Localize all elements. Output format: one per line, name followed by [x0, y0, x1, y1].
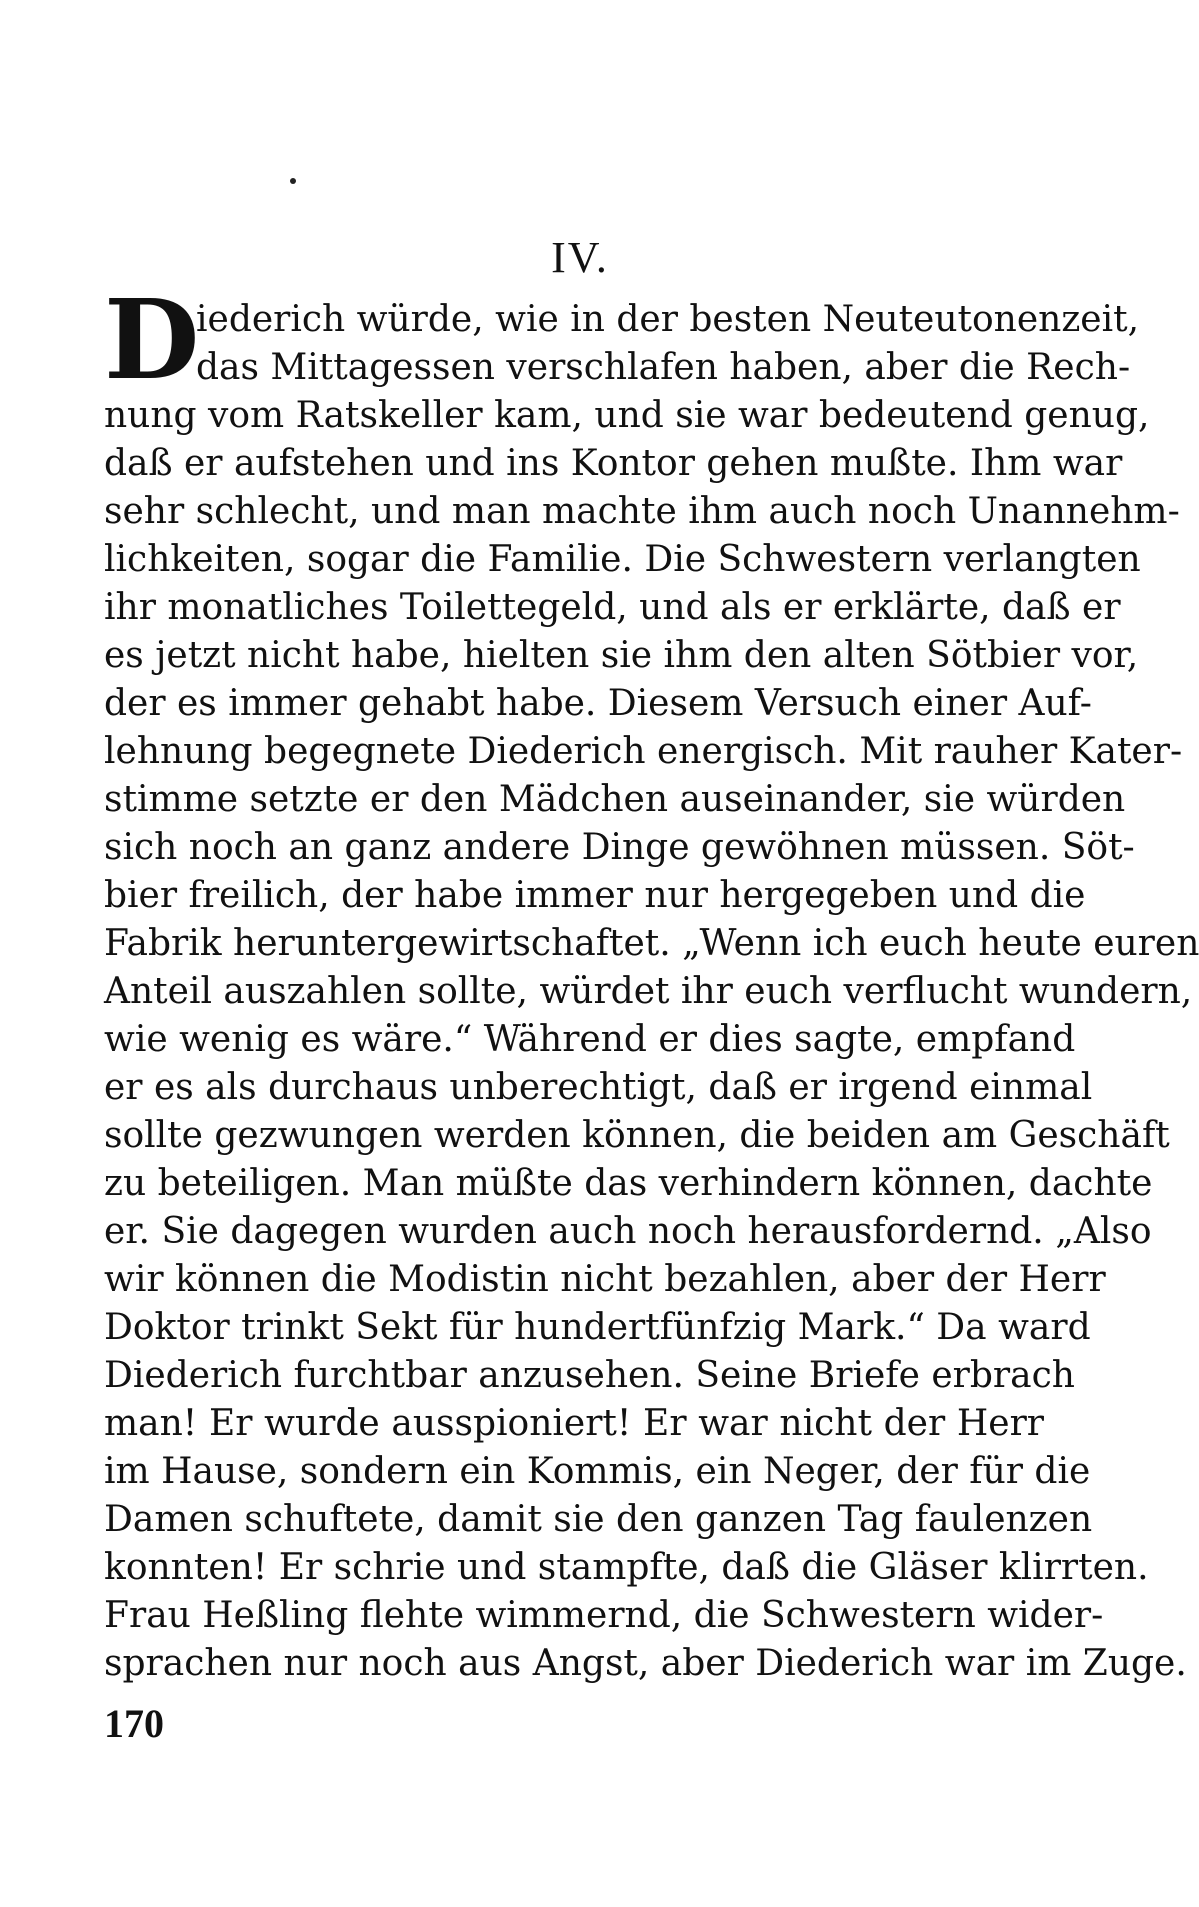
body-text [104, 296, 1199, 1688]
text-line: sollte gezwungen werden können, die beiden am Geschäft [104, 1115, 1170, 1156]
stray-dot-mark [290, 178, 296, 184]
text-line: Damen schuftete, damit sie den ganzen Tag faulenzen [104, 1499, 1093, 1540]
text-line: bier freilich, der habe immer nur hergegeben und die [104, 875, 1086, 916]
text-line: sich noch an ganz andere Dinge gewöhnen müssen. Söt- [104, 827, 1135, 868]
text-line: Fabrik heruntergewirtschaftet. „Wenn ich euch heute euren [104, 923, 1199, 964]
text-line: sehr schlecht, und man machte ihm auch noch Unannehm- [104, 491, 1180, 532]
page-number: 170 [104, 1701, 164, 1746]
text-line: Diederich furchtbar anzusehen. Seine Briefe erbrach [104, 1355, 1075, 1396]
text-line: daß er aufstehen und ins Kontor gehen mußte. Ihm war [104, 443, 1123, 484]
text-line: stimme setzte er den Mädchen auseinander, sie würden [104, 779, 1126, 820]
text-line: er es als durchaus unberechtigt, daß er irgend einmal [104, 1067, 1093, 1108]
text-line: es jetzt nicht habe, hielten sie ihm den alten Sötbier vor, [104, 635, 1139, 676]
text-line: konnten! Er schrie und stampfte, daß die Gläser klirrten. [104, 1547, 1149, 1588]
text-line: Frau Heßling flehte wimmernd, die Schwestern wider- [104, 1595, 1104, 1636]
text-line: man! Er wurde ausspioniert! Er war nicht der Herr [104, 1403, 1044, 1444]
text-line: im Hause, sondern ein Kommis, ein Neger, der für die [104, 1451, 1091, 1492]
text-line: zu beteiligen. Man müßte das verhindern können, dachte [104, 1163, 1153, 1204]
text-line: das Mittagessen verschlafen haben, aber die Rech- [196, 347, 1131, 388]
text-line: Doktor trinkt Sekt für hundertfünfzig Mark.“ Da ward [104, 1307, 1091, 1348]
text-line: nung vom Ratskeller kam, und sie war bedeutend genug, [104, 395, 1150, 436]
drop-cap: D [104, 275, 200, 404]
text-line: lichkeiten, sogar die Familie. Die Schwestern verlangten [104, 539, 1141, 580]
text-line: Anteil auszahlen sollte, würdet ihr euch verflucht wundern, [104, 971, 1193, 1012]
text-line: sprachen nur noch aus Angst, aber Diederich war im Zuge. [104, 1643, 1187, 1684]
text-line: wir können die Modistin nicht bezahlen, aber der Herr [104, 1259, 1106, 1300]
text-line: lehnung begegnete Diederich energisch. Mit rauher Kater- [104, 731, 1183, 772]
text-line: wie wenig es wäre.“ Während er dies sagte, empfand [104, 1019, 1076, 1060]
text-line: iederich würde, wie in der besten Neuteutonenzeit, [196, 299, 1140, 340]
text-line: ihr monatliches Toilettegeld, und als er erklärte, daß er [104, 587, 1121, 628]
chapter-heading: IV. [551, 233, 609, 282]
text-line: der es immer gehabt habe. Diesem Versuch einer Auf- [104, 683, 1092, 724]
text-line: er. Sie dagegen wurden auch noch herausfordernd. „Also [104, 1211, 1152, 1252]
